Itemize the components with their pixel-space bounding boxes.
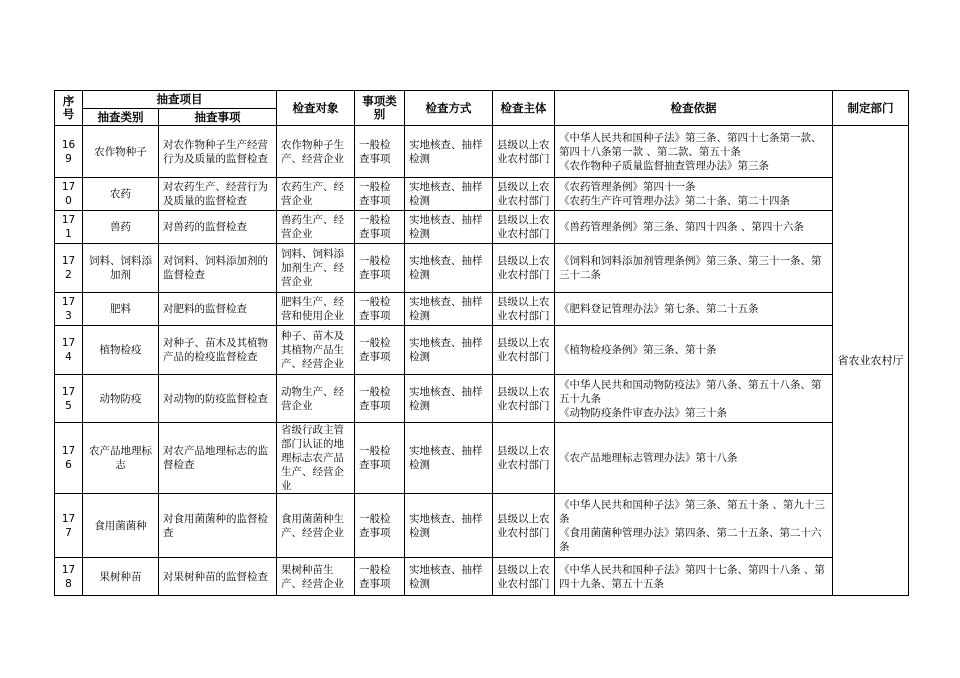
row-number: 178 <box>55 558 83 596</box>
basis-line: 《食用菌菌种管理办法》第四条、第二十五条、第二十六条 <box>559 526 822 553</box>
inspection-category: 兽药 <box>83 211 159 244</box>
inspection-basis <box>555 126 833 178</box>
basis-line: 《肥料登记管理办法》第七条、第二十五条 <box>559 303 759 315</box>
item-type: 一般检查事项 <box>355 244 405 293</box>
table-row <box>55 178 909 211</box>
row-number: 177 <box>55 494 83 558</box>
inspection-subject: 县级以上农业农村部门 <box>493 375 555 423</box>
row-number: 169 <box>55 126 83 178</box>
inspection-category: 农作物种子 <box>83 126 159 178</box>
inspection-method: 实地核查、抽样检测 <box>405 494 493 558</box>
item-type: 一般检查事项 <box>355 423 405 494</box>
inspection-category: 农药 <box>83 178 159 211</box>
inspection-basis <box>555 293 833 326</box>
inspection-item: 对农药生产、经营行为及质量的监督检查 <box>159 178 277 211</box>
row-number: 173 <box>55 293 83 326</box>
inspection-subject: 县级以上农业农村部门 <box>493 423 555 494</box>
inspection-category: 果树种苗 <box>83 558 159 596</box>
inspection-item: 对种子、苗木及其植物产品的检疫监督检查 <box>159 326 277 375</box>
inspection-item: 对肥料的监督检查 <box>159 293 277 326</box>
issuing-department: 省农业农村厅 <box>833 126 909 596</box>
item-type: 一般检查事项 <box>355 494 405 558</box>
inspection-category: 植物检疫 <box>83 326 159 375</box>
item-type: 一般检查事项 <box>355 375 405 423</box>
inspection-object: 省级行政主管部门认证的地理标志农产品生产、经营企业 <box>277 423 355 494</box>
inspection-object: 兽药生产、经营企业 <box>277 211 355 244</box>
inspection-basis <box>555 211 833 244</box>
basis-line: 《中华人民共和国动物防疫法》第八条、第五十八条、第五十九条 <box>559 378 822 405</box>
row-number: 176 <box>55 423 83 494</box>
inspection-item: 对农产品地理标志的监督检查 <box>159 423 277 494</box>
row-number: 175 <box>55 375 83 423</box>
basis-line: 《植物检疫条例》第三条、第十条 <box>559 344 717 356</box>
inspection-subject: 县级以上农业农村部门 <box>493 126 555 178</box>
inspection-subject: 县级以上农业农村部门 <box>493 244 555 293</box>
inspection-method: 实地核查、抽样检测 <box>405 178 493 211</box>
inspection-item: 对食用菌菌种的监督检查 <box>159 494 277 558</box>
inspection-object: 种子、苗木及其植物产品生产、经营企业 <box>277 326 355 375</box>
row-number: 171 <box>55 211 83 244</box>
table-row <box>55 375 909 423</box>
basis-line: 《农药生产许可管理办法》第二十条、第二十四条 <box>559 195 790 207</box>
inspection-method: 实地核查、抽样检测 <box>405 211 493 244</box>
basis-line: 《兽药管理条例》第三条、第四十四条 、第四十六条 <box>559 221 804 233</box>
inspection-basis <box>555 326 833 375</box>
table-row <box>55 211 909 244</box>
inspection-basis <box>555 375 833 423</box>
item-type: 一般检查事项 <box>355 211 405 244</box>
inspection-category: 农产品地理标志 <box>83 423 159 494</box>
inspection-category: 肥料 <box>83 293 159 326</box>
item-type: 一般检查事项 <box>355 126 405 178</box>
item-type: 一般检查事项 <box>355 293 405 326</box>
header-subject: 检查主体 <box>493 91 555 126</box>
header-type: 事项类别 <box>355 91 405 126</box>
table-row <box>55 423 909 494</box>
table-row <box>55 558 909 596</box>
inspection-method: 实地核查、抽样检测 <box>405 558 493 596</box>
inspection-object: 肥料生产、经营和使用企业 <box>277 293 355 326</box>
inspection-object: 动物生产、经营企业 <box>277 375 355 423</box>
item-type: 一般检查事项 <box>355 558 405 596</box>
header-dept: 制定部门 <box>833 91 909 126</box>
header-seq: 序号 <box>55 91 83 126</box>
inspection-item: 对兽药的监督检查 <box>159 211 277 244</box>
inspection-basis <box>555 558 833 596</box>
item-type: 一般检查事项 <box>355 178 405 211</box>
inspection-item: 对农作物种子生产经营行为及质量的监督检查 <box>159 126 277 178</box>
inspection-method: 实地核查、抽样检测 <box>405 126 493 178</box>
inspection-basis <box>555 423 833 494</box>
basis-line: 《中华人民共和国种子法》第三条、第四十七条第一款、第四十八条第一款 、第二款、第五十条 <box>559 131 822 158</box>
header-item: 抽查事项 <box>159 109 277 126</box>
inspection-method: 实地核查、抽样检测 <box>405 375 493 423</box>
header-project: 抽查项目 <box>83 91 277 109</box>
inspection-method: 实地核查、抽样检测 <box>405 326 493 375</box>
inspection-subject: 县级以上农业农村部门 <box>493 326 555 375</box>
inspection-method: 实地核查、抽样检测 <box>405 244 493 293</box>
basis-line: 《农产品地理标志管理办法》第十八条 <box>559 452 738 464</box>
inspection-basis <box>555 178 833 211</box>
item-type: 一般检查事项 <box>355 326 405 375</box>
basis-line: 《中华人民共和国种子法》第四十七条、第四十八条 、第四十九条、第五十五条 <box>559 563 825 590</box>
inspection-item: 对饲料、饲料添加剂的监督检查 <box>159 244 277 293</box>
inspection-subject: 县级以上农业农村部门 <box>493 293 555 326</box>
row-number: 172 <box>55 244 83 293</box>
inspection-subject: 县级以上农业农村部门 <box>493 494 555 558</box>
inspection-subject: 县级以上农业农村部门 <box>493 558 555 596</box>
inspection-object: 农作物种子生产、经营企业 <box>277 126 355 178</box>
header-method: 检查方式 <box>405 91 493 126</box>
inspection-basis <box>555 494 833 558</box>
inspection-item: 对果树种苗的监督检查 <box>159 558 277 596</box>
table-row <box>55 293 909 326</box>
basis-line: 《饲料和饲料添加剂管理条例》第三条、第三十一条、第三十二条 <box>559 255 822 281</box>
inspection-object: 食用菌菌种生产、经营企业 <box>277 494 355 558</box>
inspection-subject: 县级以上农业农村部门 <box>493 211 555 244</box>
row-number: 170 <box>55 178 83 211</box>
inspection-object: 饲料、饲料添加剂生产、经营企业 <box>277 244 355 293</box>
inspection-category: 饲料、饲料添加剂 <box>83 244 159 293</box>
table-row <box>55 126 909 178</box>
table-row <box>55 326 909 375</box>
inspection-method: 实地核查、抽样检测 <box>405 293 493 326</box>
basis-line: 《中华人民共和国种子法》第三条、第五十条 、第九十三条 <box>559 498 825 525</box>
header-basis: 检查依据 <box>555 91 833 126</box>
inspection-subject: 县级以上农业农村部门 <box>493 178 555 211</box>
basis-line: 《动物防疫条件审查办法》第三十条 <box>559 406 727 419</box>
table-row <box>55 244 909 293</box>
table-row <box>55 494 909 558</box>
inspection-category: 食用菌菌种 <box>83 494 159 558</box>
row-number: 174 <box>55 326 83 375</box>
inspection-item: 对动物的防疫监督检查 <box>159 375 277 423</box>
inspection-basis <box>555 244 833 293</box>
inspection-method: 实地核查、抽样检测 <box>405 423 493 494</box>
inspection-category: 动物防疫 <box>83 375 159 423</box>
basis-line: 《农药管理条例》第四十一条 <box>559 181 696 193</box>
inspection-table <box>54 90 909 596</box>
inspection-object: 农药生产、经营企业 <box>277 178 355 211</box>
basis-line: 《农作物种子质量监督抽查管理办法》第三条 <box>559 159 769 172</box>
header-category: 抽查类别 <box>83 109 159 126</box>
header-object: 检查对象 <box>277 91 355 126</box>
inspection-object: 果树种苗生产、经营企业 <box>277 558 355 596</box>
